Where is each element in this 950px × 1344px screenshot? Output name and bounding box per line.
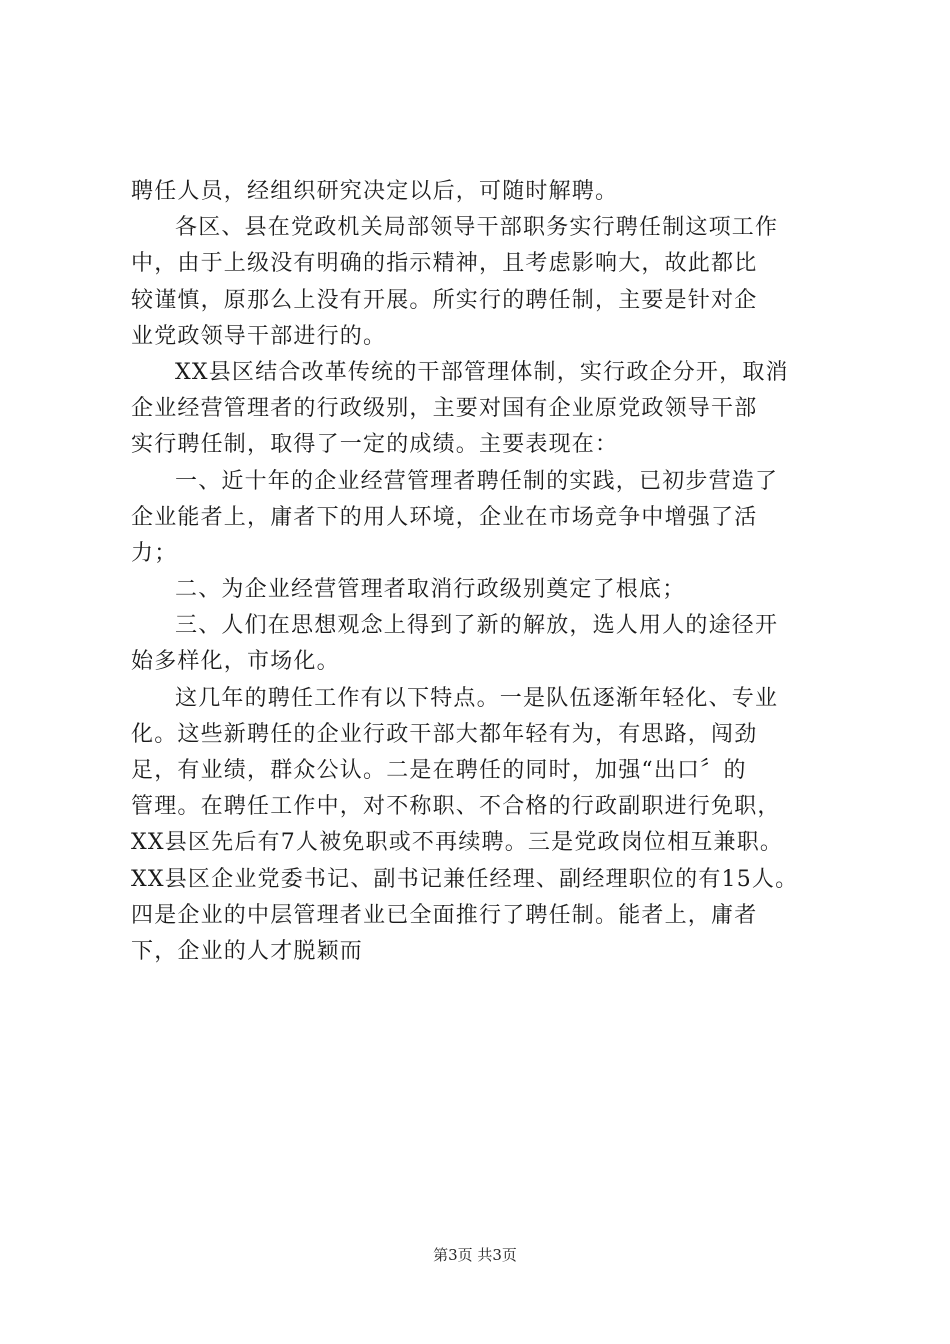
text-line: 一、近十年的企业经营管理者聘任制的实践，已初步营造了: [175, 468, 779, 494]
text-line: 实行聘任制，取得了一定的成绩。主要表现在：: [131, 432, 619, 458]
text-line: XX县区企业党委书记、副书记兼任经理、副经理职位的有15人。: [131, 866, 799, 892]
text-line: 三、人们在思想观念上得到了新的解放，选人用人的途径开: [175, 613, 779, 639]
text-line: XX县区先后有7人被免职或不再续聘。三是党政岗位相互兼职。: [131, 830, 784, 856]
text-line: 管理。在聘任工作中，对不称职、不合格的行政副职进行免职，: [131, 794, 781, 820]
text-line: 较谨慎，原那么上没有开展。所实行的聘任制，主要是针对企: [131, 287, 758, 313]
text-line: XX县区结合改革传统的干部管理体制，实行政企分开，取消: [175, 359, 789, 385]
text-line: 四是企业的中层管理者业已全面推行了聘任制。能者上，庸者: [131, 902, 758, 928]
page-footer: 第3页 共3页: [433, 1246, 517, 1264]
text-line: 化。这些新聘任的企业行政干部大都年轻有为，有思路，闯劲: [131, 721, 758, 747]
text-line: 这几年的聘任工作有以下特点。一是队伍逐渐年轻化、专业: [175, 685, 779, 711]
document-body: [131, 174, 831, 970]
text-line: 各区、县在党政机关局部领导干部职务实行聘任制这项工作: [175, 215, 779, 241]
text-line: 足，有业绩，群众公认。二是在聘任的同时，加强“出口〞的: [131, 758, 747, 783]
text-line: 企业经营管理者的行政级别，主要对国有企业原党政领导干部: [131, 396, 758, 422]
text-line: 中，由于上级没有明确的指示精神，且考虑影响大，故此都比: [131, 251, 758, 277]
text-line: 聘任人员，经组织研究决定以后，可随时解聘。: [131, 179, 619, 204]
text-line: 企业能者上，庸者下的用人环境，企业在市场竞争中增强了活: [131, 504, 758, 530]
text-line: 业党政领导干部进行的。: [131, 323, 387, 349]
text-line: 二、为企业经营管理者取消行政级别奠定了根底；: [175, 577, 686, 603]
text-line: 下，企业的人才脱颖而: [131, 938, 364, 964]
text-line: 力；: [131, 540, 178, 566]
text-line: 始多样化，市场化。: [131, 649, 340, 675]
